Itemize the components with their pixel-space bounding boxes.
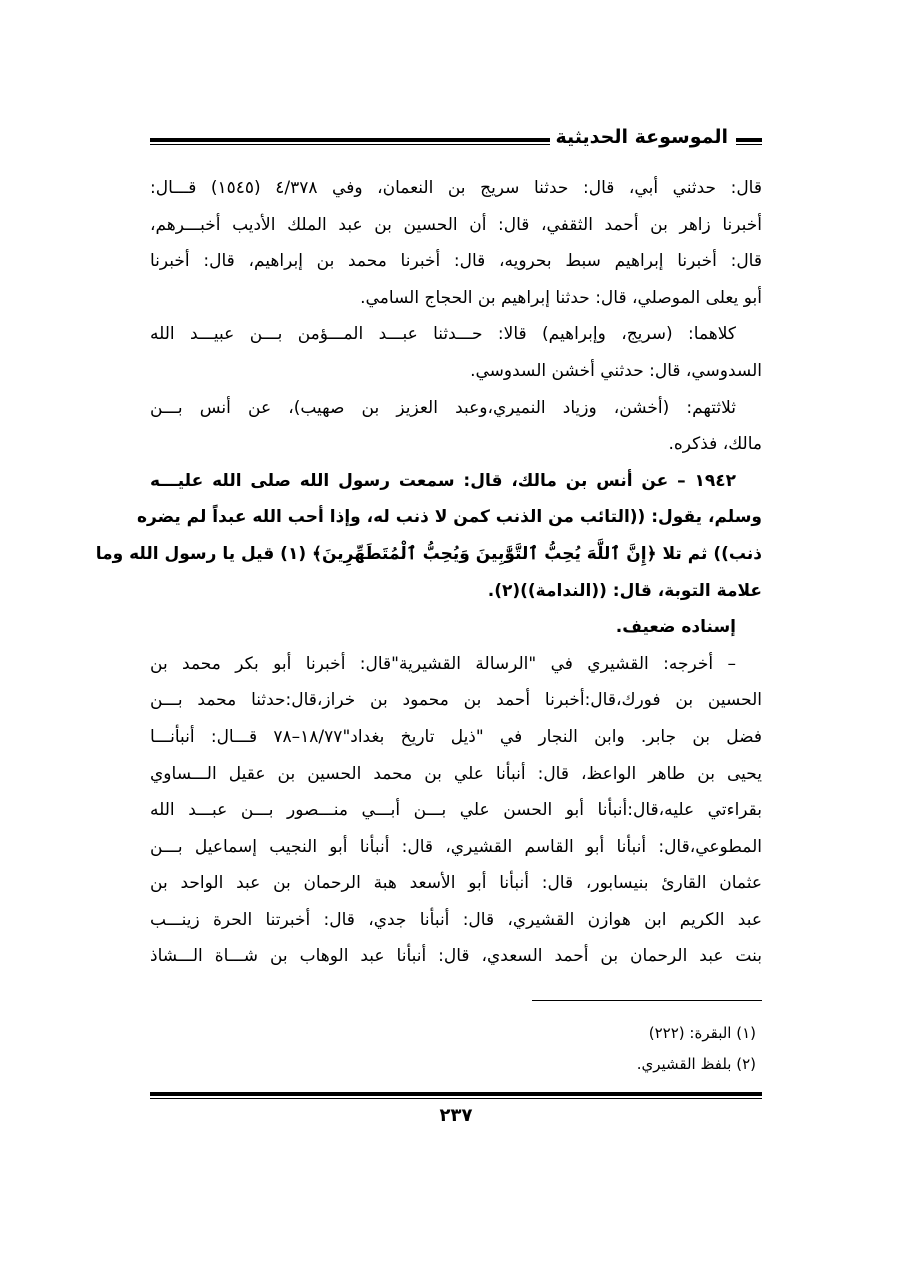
body-text xyxy=(95,170,762,975)
page-number: ٢٣٧ xyxy=(439,1105,473,1126)
header-title: الموسوعة الحديثية xyxy=(550,126,735,148)
text-line: أخبرنا زاهر بن أحمد الثقفي، قال: أن الحسين بن عبد الملك الأديب أخبـــرهم، xyxy=(150,214,762,235)
footer-rule xyxy=(150,1092,762,1099)
footnotes xyxy=(637,1018,756,1080)
isnad-grade: إسناده ضعيف. xyxy=(615,617,736,638)
text-line: قال: أخبرنا إبراهيم سبط بحرويه، قال: أخبرنا محمد بن إبراهيم، قال: أخبرنا xyxy=(150,251,762,272)
header-rule-left xyxy=(150,138,566,145)
text-line: السدوسي، قال: حدثني أخشن السدوسي. xyxy=(470,360,762,381)
text-line: يحيى بن طاهر الواعظ، قال: أنبأنا علي بن محمد الحسين بن عقيل الـــساوي xyxy=(150,763,762,784)
text-line: عبد الكريم ابن هوازن القشيري، قال: أنبأنا جدي، قال: أخبرتنا الحرة زينـــب xyxy=(150,909,762,930)
text-line: فضل بن جابر. وابن النجار في "ذيل تاريخ بغداد"١٨/٧٧–٧٨ قـــال: أنبأنـــا xyxy=(150,726,762,747)
text-line: ثلاثتهم: (أخشن، وزياد النميري،وعبد العزيز بن صهيب)، عن أنس بـــن xyxy=(150,397,736,418)
hadith-line: ١٩٤٢ – عن أنس بن مالك، قال: سمعت رسول الله صلى الله عليـــه xyxy=(150,470,736,491)
footnote-2: (٢) بلفظ القشيري. xyxy=(636,1055,756,1073)
header-rule-right xyxy=(736,138,762,145)
text-line: أبو يعلى الموصلي، قال: حدثنا إبراهيم بن الحجاج السامي. xyxy=(360,287,762,308)
text-line: بقراءتي عليه،قال:أنبأنا أبو الحسن علي بـــن أبـــي منـــصور بـــن عبـــد الله xyxy=(150,800,762,821)
text-line: كلاهما: (سريج، وإبراهيم) قالا: حـــدثنا عبـــد المـــؤمن بـــن عبيـــد الله xyxy=(150,324,736,345)
text-line: المطوعي،قال: أنبأنا أبو القاسم القشيري، قال: أنبأنا أبو النجيب إسماعيل بـــن xyxy=(150,836,762,857)
running-header xyxy=(150,120,762,160)
hadith-line: ذنب)) ثم تلا ﴿إِنَّ ٱللَّهَ يُحِبُّ ٱلتَّوَّٰبِينَ وَيُحِبُّ ٱلْمُتَطَهِّرِينَ﴾ (١) قيل يا رسول الله وما xyxy=(95,543,762,564)
text-line: عثمان القارئ بنيسابور، قال: أنبأنا أبو الأسعد هبة الرحمان بن عبد الواحد بن xyxy=(150,873,762,894)
hadith-line: وسلم، يقول: ((التائب من الذنب كمن لا ذنب له، وإذا أحب الله عبداً لم يضره xyxy=(136,507,762,528)
text-line: مالك، فذكره. xyxy=(668,434,762,455)
page xyxy=(95,120,762,1240)
footnote-1: (١) البقرة: (٢٢٢) xyxy=(648,1024,756,1042)
hadith-line: علامة التوبة، قال: ((الندامة))(٢). xyxy=(487,580,762,601)
text-line: الحسين بن فورك،قال:أخبرنا أحمد بن محمود بن خراز،قال:حدثنا محمد بـــن xyxy=(150,690,762,711)
text-line: قال: حدثني أبي، قال: حدثنا سريج بن النعمان، وفي ٤/٣٧٨ (١٥٤٥) قـــال: xyxy=(150,178,762,198)
footnote-separator xyxy=(532,1000,762,1001)
text-line: – أخرجه: القشيري في "الرسالة القشيرية"قال: أخبرنا أبو بكر محمد بن xyxy=(150,653,736,674)
text-line: بنت عبد الرحمان بن أحمد السعدي، قال: أنبأنا عبد الوهاب بن شـــاة الـــشاذ xyxy=(150,946,762,967)
